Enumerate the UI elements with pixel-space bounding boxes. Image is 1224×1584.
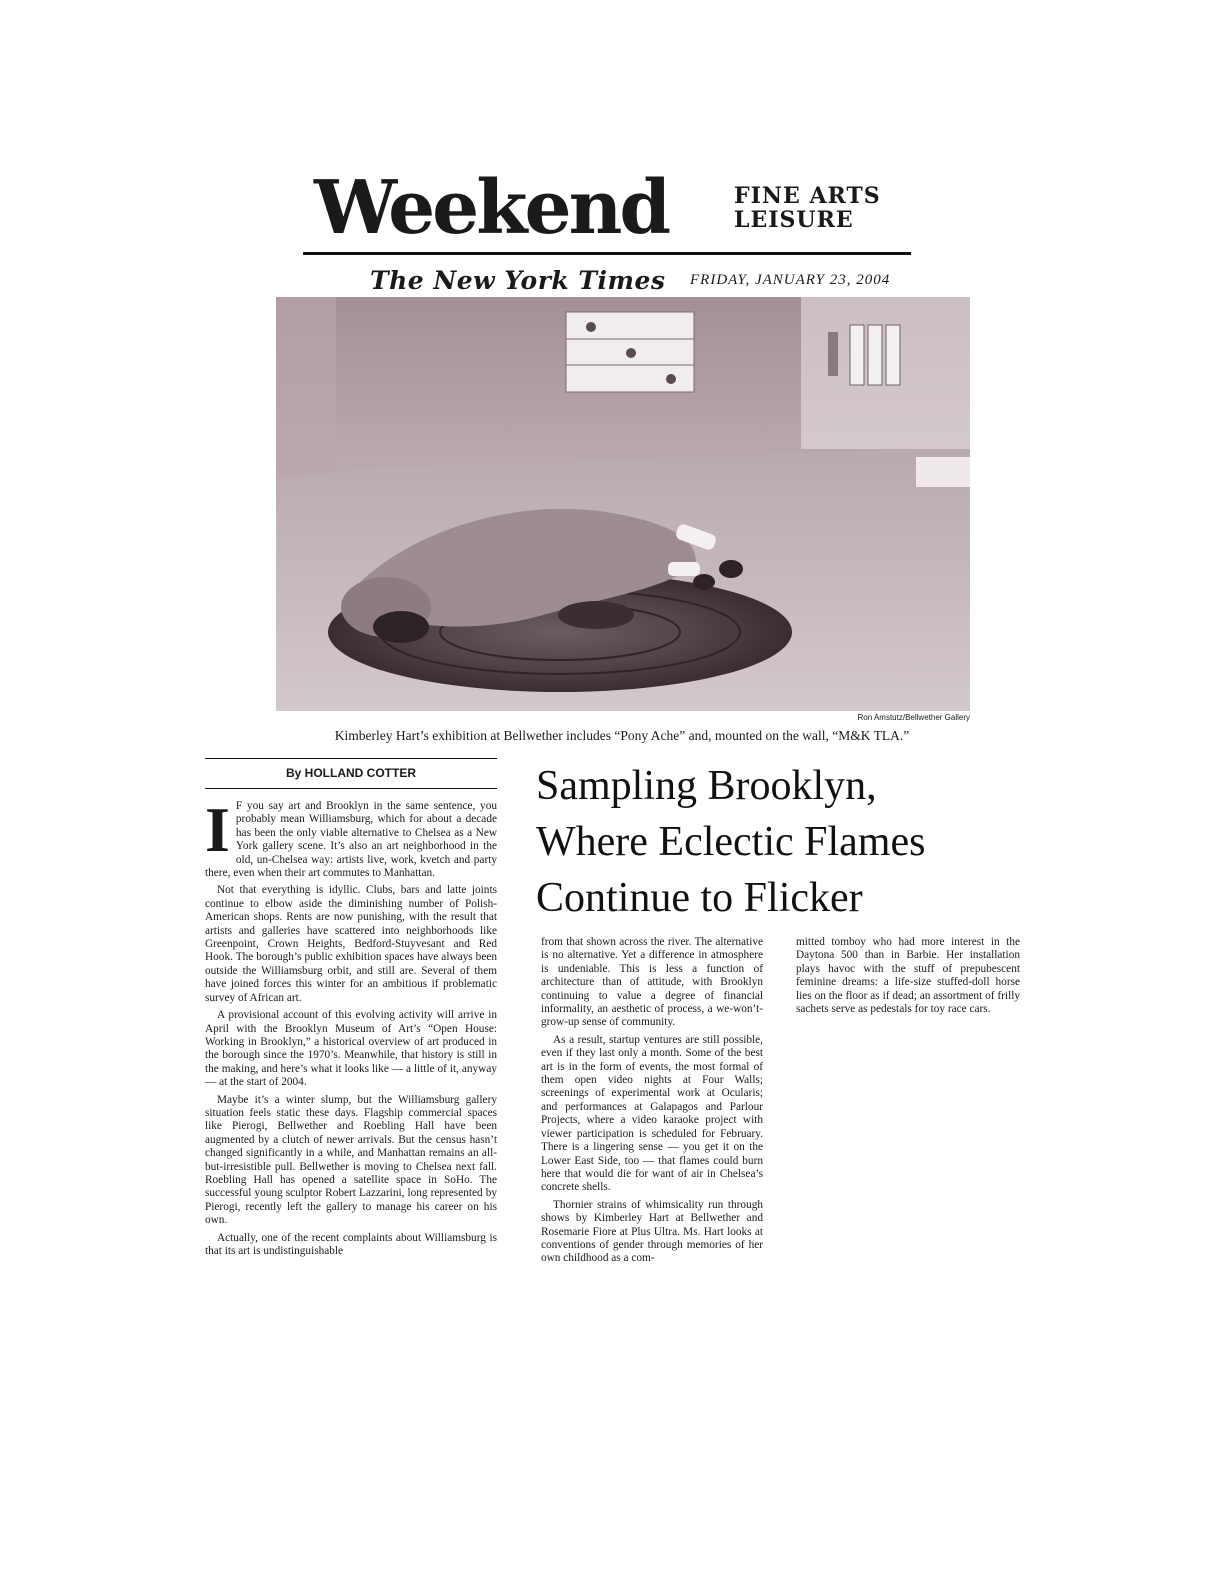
photo-credit: Ron Amstutz/Bellwether Gallery xyxy=(857,713,970,722)
headline-line-1: Sampling Brooklyn, xyxy=(536,763,877,809)
section-title: Weekend xyxy=(314,165,669,251)
newspaper-name: The New York Times xyxy=(370,266,666,295)
dateline: FRIDAY, JANUARY 23, 2004 xyxy=(690,272,891,288)
exhibition-photo xyxy=(276,297,970,711)
article-paragraph xyxy=(205,794,497,880)
photo-caption: Kimberley Hart’s exhibition at Bellwether includes “Pony Ache” and, mounted on the wall, “M&K TLA.” xyxy=(334,728,910,743)
masthead-rule xyxy=(303,252,911,255)
article-paragraph: A provisional account of this evolving activity will arrive in April with the Brooklyn Museum of Art’s “Open House: Working in Brooklyn,” a historical overview of art produced in the borough since the 1970’s. Meanwhile, that history is still in the making, and here’s what it looks like — a little of it, anyway — at the start of 2004. xyxy=(205,1009,497,1089)
article-paragraph: Not that everything is idyllic. Clubs, bars and latte joints continue to elbow aside the diminishing number of Polish-American shops. Rents are now punishing, with the result that artists and galleries have scattered into neighborhoods like Greenpoint, Crown Heights, Bedford-Stuyvesant and Red Hook. The borough’s public exhibition spaces have always been outside the Williamsburg orbit, and still are. Several of them have joined forces this winter for an ambitious if problematic survey of African art. xyxy=(205,884,497,1004)
byline: By HOLLAND COTTER xyxy=(286,766,416,780)
byline-rule-bottom xyxy=(205,788,497,789)
article-paragraph: Actually, one of the recent complaints about Williamsburg is that its art is undistinguishable xyxy=(205,1231,497,1257)
article-paragraph: mitted tomboy who had more interest in the Daytona 500 than in Barbie. Her installation plays havoc with the stuff of prepubescent feminine dreams: a life-size stuffed-doll horse lies on the floor as if dead; an assortment of frilly sachets serve as pedestals for toy race cars. xyxy=(796,936,1020,1016)
section-leisure: LEISURE xyxy=(734,207,854,233)
drop-cap: I xyxy=(205,794,230,865)
article-paragraph: Maybe it’s a winter slump, but the Williamsburg gallery situation feels static these days. Flagship commercial spaces like Pierogi, Bellwether and Roebling Hall have been augmented by a clutch of newer arrivals. But the census hasn’t changed significantly in a while, and Manhattan remains an all-but-irresistible pull. Bellwether is moving to Chelsea next fall. Roebling Hall has opened a satellite space in SoHo. The successful young sculptor Robert Lazzarini, long represented by Pierogi, recently left the gallery to manage his career on his own. xyxy=(205,1093,497,1227)
article-paragraph: As a result, startup ventures are still possible, even if they last only a month. Some of the best art is in the form of events, the most formal of them open video nights at Four Walls; screenings of experimental work at Ocularis; and performances at Galapagos and Parlour Projects, where a video karaoke project with viewer participation is scheduled for February. There is a lingering sense — you get it on the Lower East Side, too — that flames could burn here that would die for want of air in Chelsea’s concrete shells. xyxy=(541,1033,763,1194)
weekend-masthead xyxy=(300,165,912,258)
article-column-2 xyxy=(541,936,763,1270)
article-paragraph: from that shown across the river. The alternative is no alternative. Yet a difference in atmosphere is undeniable. This is less a function of architecture than of attitude, with Brooklyn continuing to value a degree of financial informality, an aesthetic of process, a we-won’t-grow-up sense of community. xyxy=(541,936,763,1029)
article-column-1 xyxy=(205,794,497,1262)
article-column-3 xyxy=(796,936,1020,1020)
headline-line-2: Where Eclectic Flames xyxy=(536,819,926,865)
byline-rule-top xyxy=(205,758,497,759)
section-labels xyxy=(734,184,881,232)
article-paragraph: Thornier strains of whimsicality run through shows by Kimberley Hart at Bellwether and Rosemarie Fiore at Plus Ultra. Ms. Hart looks at conventions of gender through memories of her own childhood as a com- xyxy=(541,1198,763,1265)
headline-line-3: Continue to Flicker xyxy=(536,875,863,921)
headline xyxy=(536,758,1006,926)
section-fine-arts: FINE ARTS xyxy=(734,183,881,209)
article-paragraph-text: F you say art and Brooklyn in the same sentence, you probably mean Williamsburg, which for about a decade has been the only viable alternative to Chelsea as a New York gallery scene. It’s also an art neighborhood in the old, un-Chelsea way: artists live, work, kvetch and party there, even when their art commutes to Manhattan. xyxy=(205,800,497,880)
